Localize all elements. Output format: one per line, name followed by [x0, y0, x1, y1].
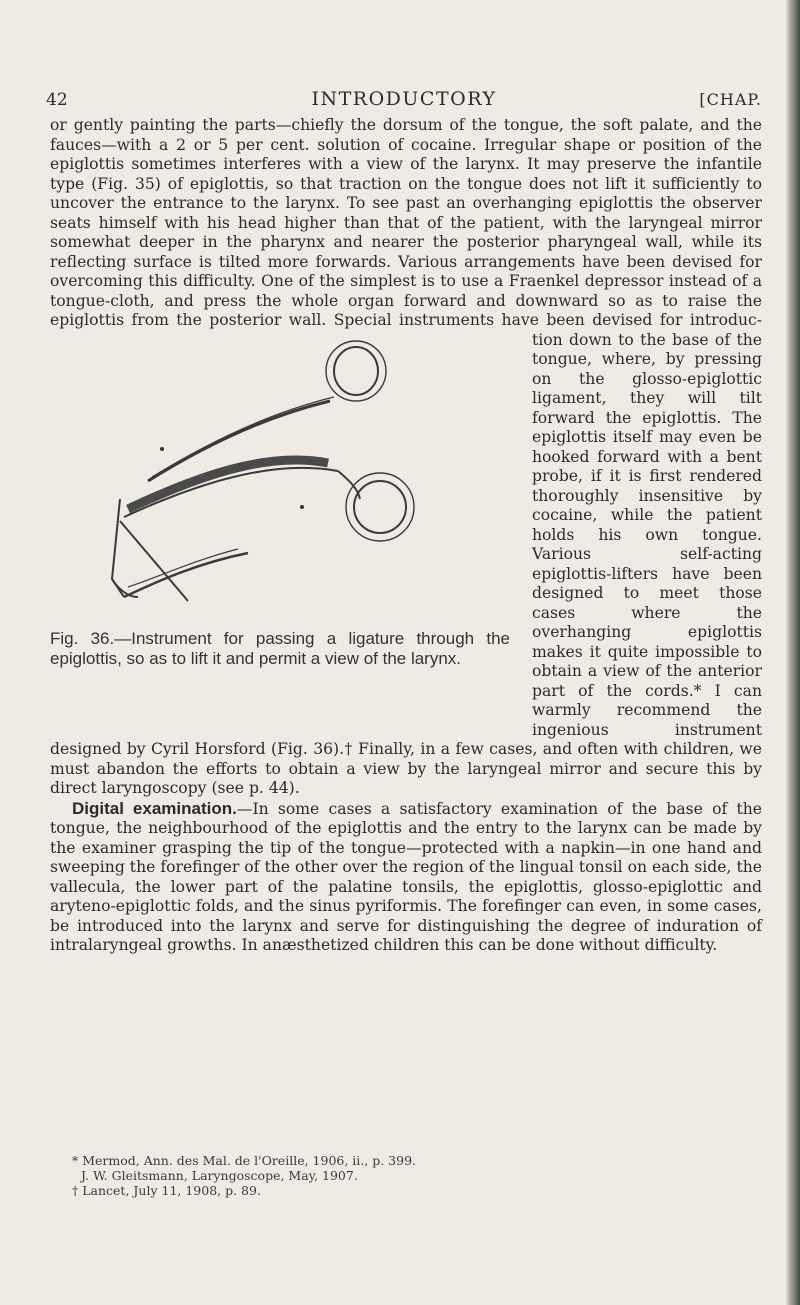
running-head: [46, 88, 762, 112]
footnotes: [72, 1153, 752, 1198]
paragraph-1-continued: tion down to the base of the tongue, where, by pressing on the glosso-epiglottic ligament, they will tilt forward the epiglottis. The epiglottis itself may even be hooked forward with a bent probe, if it is first rendered thoroughly insensitive by cocaine, while the patient holds his own tongue. Various self-acting epiglottis-lifters have been designed to meet those cases where the overhanging epiglottis makes it quite impossible to obtain a view of the anterior part of the cords.* I can warmly recommend the ingenious instrument designed by Cyril Horsford (Fig. 36).† Finally, in a few cases, and often with children, we must abandon the efforts to obtain a view by the laryngeal mirror and secure this by direct laryngoscopy (see p. 44).: [50, 330, 762, 797]
body-text: [50, 116, 762, 956]
figure-caption: Fig. 36.—Instrument for passing a ligature through the epiglottis, so as to lift it and permit a view of the larynx.: [50, 628, 510, 668]
paragraph-1: [50, 116, 762, 799]
ligature-instrument-illustration: [88, 331, 488, 631]
page-edge-shadow: [786, 0, 800, 1305]
page-number: 42: [46, 90, 68, 110]
figure-36: [50, 331, 510, 731]
running-title: INTRODUCTORY: [311, 88, 497, 110]
paragraph-2: [50, 799, 762, 956]
section-heading: Digital examination.: [72, 798, 237, 818]
paragraph-1-lead: or gently painting the parts—chiefly the dorsum of the tongue, the soft palate, and the fauces—with a 2 or 5 per cent. solution of cocaine. Irregular shape or position of the epiglottis sometimes interferes with a view of the larynx. It may preserve the infantile type (Fig. 35) of epiglottis, so that traction on the tongue does not lift it sufficiently to uncover the entrance to the larynx. To see past an overhanging epiglottis the observer seats himself with his head higher than that of the patient, with the laryngeal mirror somewhat deeper in the pharynx and nearer the posterior pharyngeal wall, while its reflecting surface is tilted more forwards. Various arrangements have been devised for overcoming this difficulty. One of the simplest is to use a Fraenkel depressor instead of a tongue-cloth, and press the whole organ forward and downward so as to raise the epiglottis from the posterior wall. Special instruments have been devised for introduc-: [50, 116, 762, 329]
paragraph-2-text: —In some cases a satisfactory examination of the base of the tongue, the neighbourhood of the epiglottis and the entry to the larynx can be made by the examiner grasping the tip of the tongue—protected with a napkin—in one hand and sweeping the forefinger of the other over the region of the lingual tonsil on each side, the vallecula, the lower part of the palatine tonsils, the epiglottis, glosso-epiglottic and aryteno-epiglottic folds, and the sinus pyriformis. The forefinger can even, in some cases, be introduced into the larynx and serve for distinguishing the degree of induration of intralaryngeal growths. In anæsthetized children this can be done without difficulty.: [50, 799, 762, 954]
footnote-2: † Lancet, July 11, 1908, p. 89.: [72, 1183, 261, 1198]
footnote-1b: J. W. Gleitsmann, Laryngoscope, May, 1907.: [81, 1168, 358, 1183]
chapter-label: [CHAP.: [699, 90, 762, 109]
lower-loop: [354, 481, 406, 533]
footnote-1: * Mermod, Ann. des Mal. de l'Oreille, 1906, ii., p. 399.: [72, 1153, 417, 1168]
upper-loop: [334, 347, 378, 395]
